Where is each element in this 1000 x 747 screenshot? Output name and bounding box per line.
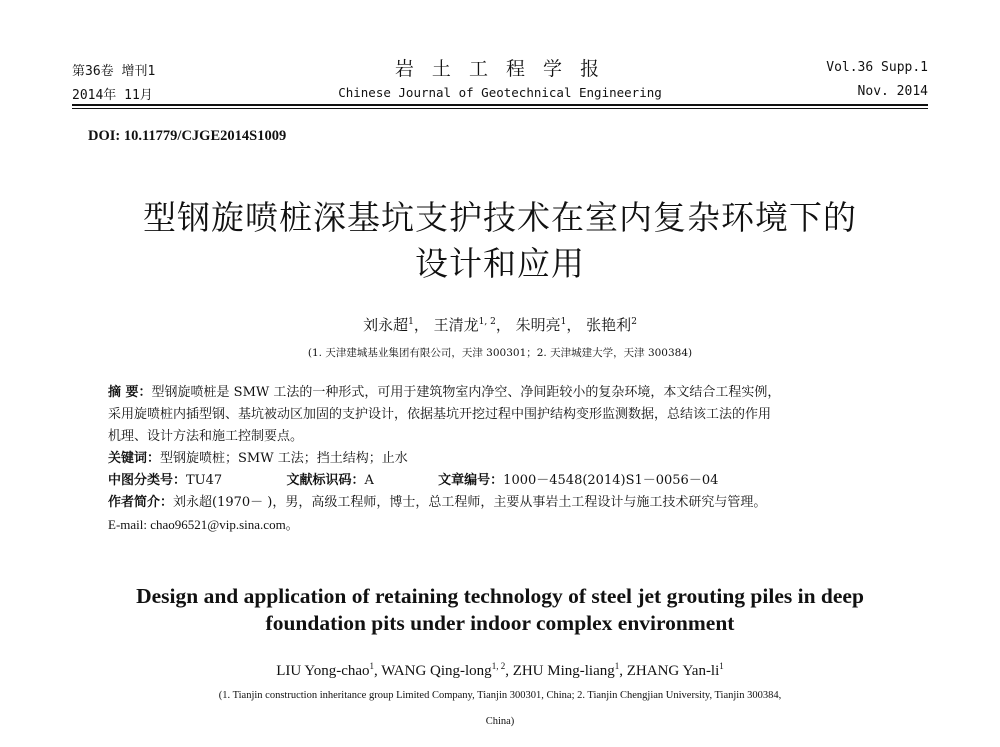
author-cn-3-affil: 1 <box>560 317 567 327</box>
author-cn-4-affil: 2 <box>631 317 637 327</box>
author-en-1: LIU Yong-chao <box>276 663 370 679</box>
abstract-label: 摘 要： <box>108 385 152 400</box>
volume-issue-cn: 第36卷 增刊1 <box>72 64 156 79</box>
author-en-3: ZHU Ming-liang <box>512 663 615 679</box>
author-en-4: ZHANG Yan-li <box>626 663 720 679</box>
author-bio: 刘永超(1970－ )，男，高级工程师，博士，总工程师，主要从事岩土工程设计与施工技术研究与管理。 <box>173 495 767 510</box>
classification-line <box>108 470 898 492</box>
header-rule-thick <box>72 104 928 106</box>
author-en-sep-3: , <box>619 663 627 679</box>
doi <box>88 128 286 145</box>
author-bio-line <box>108 492 898 514</box>
author-cn-2: 王清龙 <box>433 316 479 334</box>
date-cn: 2014年 11月 <box>72 88 153 103</box>
author-cn-2-affil: 1, 2 <box>478 317 496 327</box>
abstract-text-1: 型钢旋喷桩是 SMW 工法的一种形式，可用于建筑物室内净空、净间距较小的复杂环境，本文结合工程实例， <box>151 385 781 400</box>
title-en-line1: Design and application of retaining technology of steel jet grouting piles in deep <box>136 584 864 608</box>
title-cn-line1: 型钢旋喷桩深基坑支护技术在室内复杂环境下的 <box>143 198 857 237</box>
author-cn-sep-1: ， <box>413 316 429 334</box>
doi-value: 10.11779/CJGE2014S1009 <box>123 128 287 144</box>
clc-label: 中图分类号： <box>108 473 187 488</box>
author-en-sep-2: , <box>505 663 513 679</box>
volume-issue-en: Vol.36 Supp.1 <box>826 60 928 75</box>
author-cn-sep-3: ， <box>566 316 582 334</box>
affiliation-cn: (1. 天津建城基业集团有限公司，天津 300301；2. 天津城建大学，天津 300384) <box>307 347 693 359</box>
affiliation-en-line1: (1. Tianjin construction inheritance group Limited Company, Tianjin 300301, China; 2. Tianjin Chengjian University, Tianjin 300384, <box>218 690 782 701</box>
author-cn-1: 刘永超 <box>363 316 409 334</box>
abstract-line-2: 采用旋喷桩内插型钢、基坑被动区加固的支护设计，依据基坑开挖过程中围护结构变形监测数据，总结该工法的作用 <box>108 407 772 422</box>
author-cn-4: 张艳利 <box>586 316 632 334</box>
keywords: 型钢旋喷桩；SMW 工法；挡土结构；止水 <box>160 451 408 466</box>
author-cn-1-affil: 1 <box>408 317 414 327</box>
journal-name-en: Chinese Journal of Geotechnical Engineering <box>338 85 662 100</box>
authors-en <box>0 661 1000 680</box>
date-en: Nov. 2014 <box>857 84 928 99</box>
doc-code: A <box>364 473 374 488</box>
journal-name-cn: 岩 土 工 程 学 报 <box>394 58 606 80</box>
author-email: E-mail: chao96521@vip.sina.com。 <box>108 517 299 532</box>
author-en-3-affil: 1 <box>614 661 620 671</box>
author-en-sep-1: , <box>374 663 382 679</box>
affiliation-en-line2: China) <box>485 716 515 727</box>
abstract-line-1 <box>108 382 898 404</box>
doi-label: DOI: <box>88 128 121 144</box>
author-cn-3: 朱明亮 <box>515 316 561 334</box>
header-rule-thin <box>72 108 928 109</box>
article-no-label: 文章编号： <box>438 473 504 488</box>
title-en-line2: foundation pits under indoor complex environment <box>265 611 735 635</box>
article-no: 1000－4548(2014)S1－0056－04 <box>503 473 719 488</box>
keywords-label: 关键词： <box>108 451 161 466</box>
doc-code-label: 文献标识码： <box>286 473 365 488</box>
author-en-4-affil: 1 <box>719 661 724 671</box>
clc-code: TU47 <box>186 473 223 488</box>
abstract-line-3: 机理、设计方法和施工控制要点。 <box>108 429 304 444</box>
keywords-line <box>108 448 898 470</box>
author-en-1-affil: 1 <box>369 661 375 671</box>
author-en-2: WANG Qing-long <box>381 663 492 679</box>
authors-cn <box>0 314 1000 335</box>
author-en-2-affil: 1, 2 <box>491 661 506 671</box>
author-bio-label: 作者简介： <box>108 495 174 510</box>
abstract-block <box>108 382 898 536</box>
author-cn-sep-2: ， <box>495 316 511 334</box>
title-cn-line2: 设计和应用 <box>415 244 585 283</box>
